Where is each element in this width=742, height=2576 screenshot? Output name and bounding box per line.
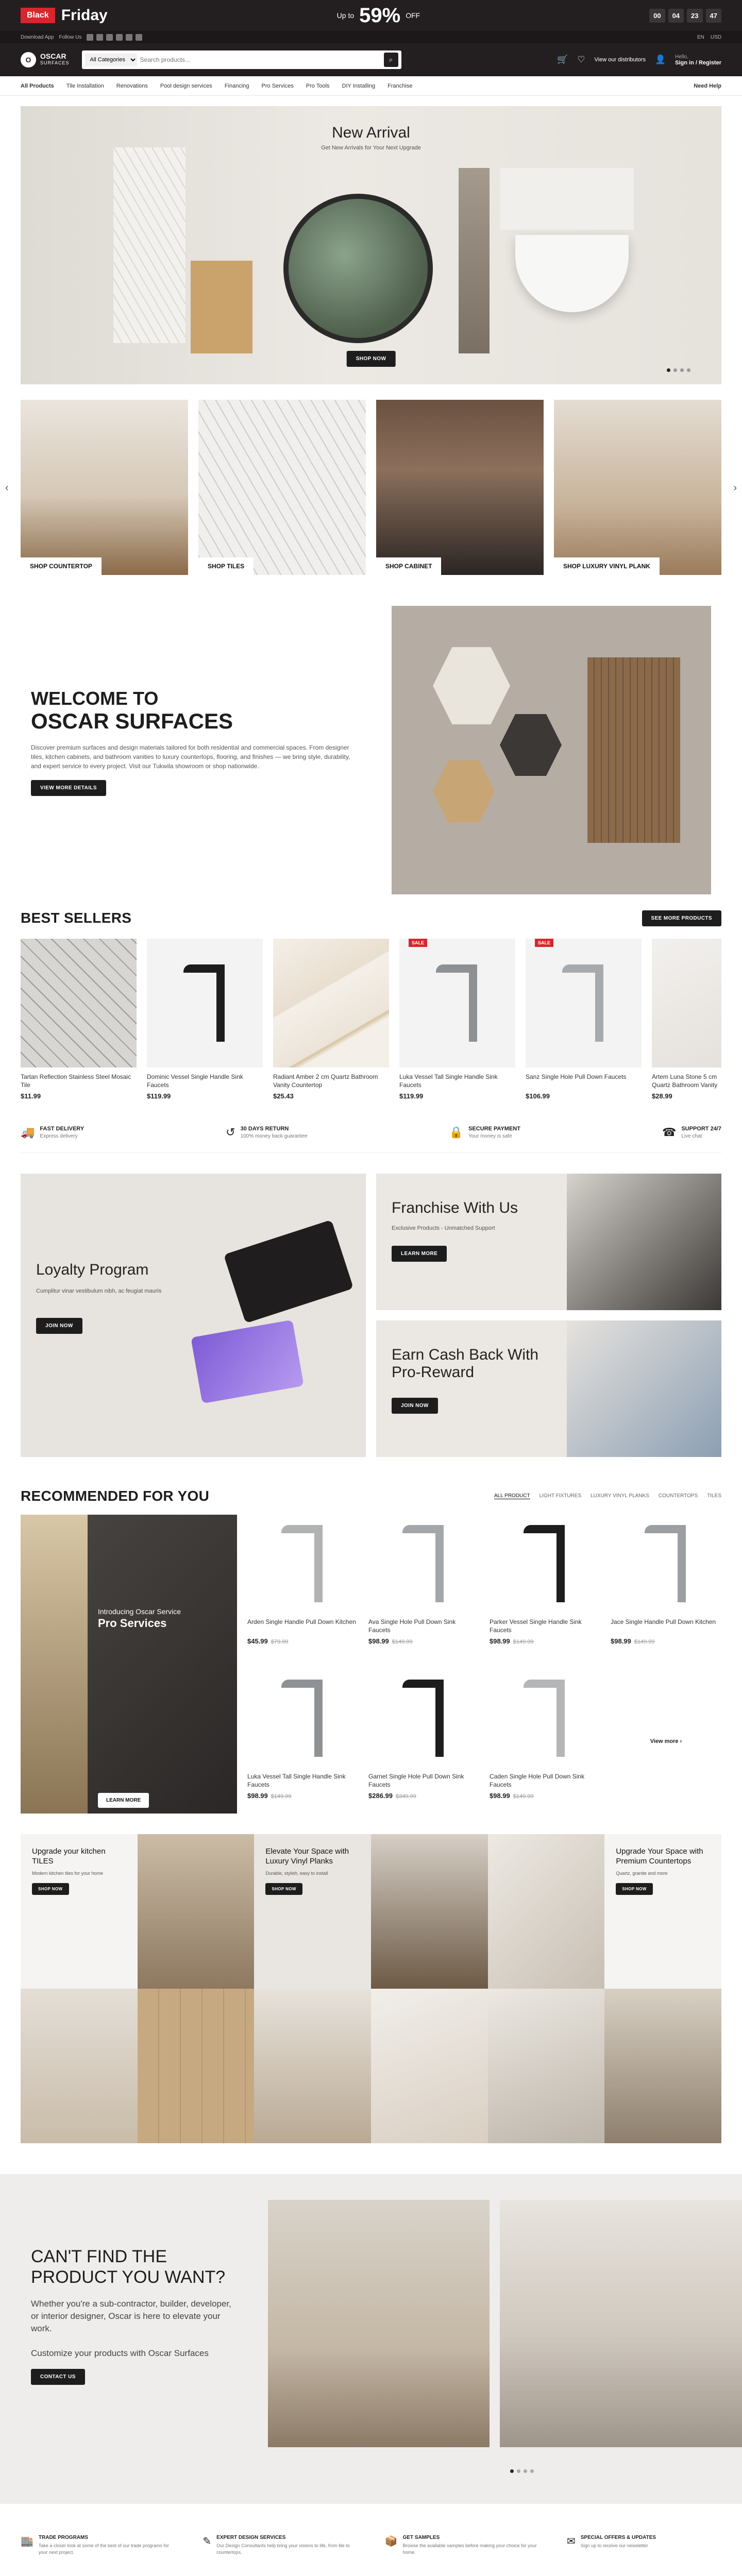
product-price: $98.99 $149.99 (247, 1792, 292, 1800)
promo-offer (337, 4, 420, 27)
product-name: Dominic Vessel Single Handle Sink Faucets (147, 1073, 243, 1089)
box-icon: 📦 (384, 2536, 398, 2547)
product-price: $45.99 $79.99 (247, 1637, 289, 1645)
tab-luxury-vinyl[interactable]: LUXURY VINYL PLANKS (591, 1493, 649, 1499)
promo-badge: Black (21, 8, 55, 23)
product-card[interactable] (611, 1515, 721, 1659)
timer-minutes: 23 (687, 9, 702, 23)
cant-find-text (31, 2246, 237, 2385)
cashback-card (376, 1320, 721, 1457)
service-title: EXPERT DESIGN SERVICES (216, 2535, 286, 2540)
welcome-paragraph: Discover premium surfaces and design materials tailored for both residential and commercial spaces. From designer tiles, kitchen cabinets, and bathroom vanities to luxury countertops, flooring, and finishes — we bring style, durability, and expert service to every project. Visit our Tukwila showroom or shop nationwide. (31, 744, 350, 770)
hero-marble-image (500, 168, 634, 230)
product-price: $119.99 (147, 1092, 171, 1100)
franchise-text: Exclusive Products - Unmatched Support (392, 1225, 495, 1231)
cart-icon[interactable]: 🛒 (557, 55, 568, 64)
category-card[interactable] (554, 400, 721, 575)
hero-dot[interactable] (673, 368, 677, 372)
promo-left (21, 7, 108, 24)
product-card[interactable] (652, 939, 721, 1100)
welcome-details-button[interactable]: VIEW MORE DETAILS (31, 780, 106, 796)
mosaic-tiles-text: Modern kitchen tiles for your home (32, 1871, 104, 1876)
product-image (21, 939, 137, 1067)
pro-services-small: Introducing Oscar Service (98, 1607, 181, 1616)
franchise-title: Franchise With Us (392, 1199, 518, 1216)
mosaic-counter-text: Quartz, granite and more (616, 1871, 668, 1876)
franchise-learn-button[interactable]: LEARN MORE (392, 1246, 447, 1262)
utility-bar (0, 31, 742, 43)
category-image (376, 400, 544, 575)
logo-text (40, 53, 70, 66)
search-input[interactable] (140, 56, 381, 63)
hero-gold-panel (191, 261, 252, 353)
logo-line2: SURFACES (40, 60, 70, 65)
product-price: $106.99 (526, 1092, 550, 1100)
product-name: Tartan Reflection Stainless Steel Mosaic Tile (21, 1073, 131, 1089)
hero-subtitle: Get New Arrivals for Your Next Upgrade (321, 145, 421, 151)
mosaic-image (604, 1989, 721, 2143)
mosaic-vinyl-text: Durable, stylish, easy to install (265, 1871, 328, 1876)
mosaic-image (488, 1989, 605, 2143)
loyalty-text: Cumplitur vinar vestibulum nibh, ac feugiat mauris (36, 1288, 162, 1294)
product-card[interactable] (21, 939, 137, 1100)
product-name: Luka Vessel Tall Single Handle Sink Faucets (247, 1773, 346, 1788)
tab-all-product[interactable]: ALL PRODUCT (494, 1493, 530, 1499)
service-title: GET SAMPLES (402, 2535, 440, 2540)
view-more-link[interactable]: View more › (650, 1738, 682, 1744)
service-item[interactable] (21, 2535, 175, 2556)
recommended-grid (247, 1515, 721, 1814)
mosaic-image (488, 1834, 605, 1989)
contact-us-button[interactable]: CONTACT US (31, 2369, 85, 2385)
product-name: Artem Luna Stone 5 cm Quartz Bathroom Vanity (652, 1073, 718, 1089)
category-label: SHOP TILES (198, 557, 254, 575)
phone-icon: ☎ (662, 1126, 677, 1139)
service-title: TRADE PROGRAMS (38, 2535, 89, 2540)
mosaic-image (371, 1834, 488, 1989)
product-name: Sanz Single Hole Pull Down Faucets (526, 1073, 627, 1080)
service-sub: Browse the available samples before making your choice for your home. (402, 2543, 537, 2555)
feature-sub: Your money is safe (468, 1133, 512, 1139)
feature-title: SECURE PAYMENT (468, 1126, 520, 1132)
user-icon[interactable]: 👤 (654, 55, 666, 64)
hero-pagination (667, 368, 690, 372)
language-select[interactable]: EN (697, 34, 704, 40)
franchise-card (376, 1174, 721, 1310)
chevron-left-icon[interactable]: ‹ (5, 482, 9, 494)
service-sub: Our Design Consultants help bring your visions to life, from tile to countertops. (216, 2543, 350, 2555)
product-card[interactable] (399, 939, 515, 1100)
feature-item (449, 1126, 520, 1139)
hero-shop-button[interactable]: SHOP NOW (347, 351, 396, 367)
promo-mosaic (21, 1834, 721, 2143)
hero-mirror-image (283, 194, 433, 343)
welcome-image (392, 606, 711, 894)
mail-icon: ✉ (566, 2536, 576, 2547)
cant-find-paragraph: Whether you're a sub-contractor, builder, developer, or interior designer, Oscar is here to elevate your work. (31, 2299, 231, 2333)
mosaic-image (254, 1989, 371, 2143)
product-card[interactable] (247, 1669, 358, 1814)
search-bar (82, 50, 401, 69)
product-price: $98.99 $149.99 (490, 1792, 534, 1800)
product-image (490, 1669, 600, 1767)
sale-badge: SALE (409, 939, 427, 947)
category-label: SHOP LUXURY VINYL PLANK (554, 557, 660, 575)
category-card[interactable] (198, 400, 366, 575)
logo-line1: OSCAR (40, 52, 66, 60)
tab-light-fixtures[interactable]: LIGHT FIXTURES (539, 1493, 582, 1499)
category-card[interactable] (21, 400, 188, 575)
mosaic-vinyl-promo (254, 1834, 371, 1989)
pro-services-banner (21, 1515, 237, 1814)
welcome-section (21, 606, 721, 894)
youtube-icon[interactable] (116, 34, 123, 41)
account-link[interactable] (675, 54, 721, 66)
linkedin-icon[interactable] (136, 34, 142, 41)
product-name: Jace Single Handle Pull Down Kitchen (611, 1618, 716, 1625)
cant-find-image-1 (268, 2200, 490, 2447)
loyalty-title: Loyalty Program (36, 1261, 149, 1278)
pencil-icon: ✎ (203, 2536, 212, 2547)
promo-cards-section (21, 1174, 721, 1457)
nav-item-diy[interactable]: DIY Installing (342, 82, 376, 89)
service-sub: Take a closer look at some of the best of our trade programs for your next project. (38, 2543, 170, 2555)
promo-off: OFF (406, 11, 420, 20)
nav-item-franchise[interactable]: Franchise (387, 82, 413, 89)
see-more-products-button[interactable]: SEE MORE PRODUCTS (642, 910, 721, 926)
welcome-line2: OSCAR SURFACES (31, 709, 233, 733)
slide-dot[interactable] (524, 2469, 527, 2473)
product-card[interactable] (147, 939, 263, 1100)
mosaic-image (371, 1989, 488, 2143)
service-sub: Sign up to receive our newsletter (580, 2543, 648, 2548)
product-name: Parker Vessel Single Handle Sink Faucets (490, 1618, 582, 1634)
product-card[interactable] (247, 1515, 358, 1659)
promo-bar (0, 0, 742, 31)
nav-item-pro-services[interactable]: Pro Services (261, 82, 294, 89)
social-icons (87, 34, 142, 41)
cashback-image (567, 1320, 721, 1457)
instagram-icon[interactable] (106, 34, 113, 41)
product-image (273, 939, 389, 1067)
facebook-icon[interactable] (87, 34, 93, 41)
timer-hours: 04 (668, 9, 684, 23)
product-card[interactable] (490, 1669, 600, 1814)
mosaic-counter-promo (604, 1834, 721, 1989)
need-help-link[interactable]: Need Help (694, 82, 721, 89)
product-card[interactable] (368, 1669, 479, 1814)
chevron-right-icon[interactable]: › (733, 482, 737, 494)
loyalty-join-button[interactable]: JOIN NOW (36, 1318, 82, 1334)
best-sellers-section (21, 910, 721, 1100)
pro-services-big: Pro Services (98, 1617, 167, 1630)
hero-dot[interactable] (667, 368, 670, 372)
welcome-line1: WELCOME TO (31, 688, 159, 709)
product-image (368, 1515, 479, 1613)
product-card[interactable] (273, 939, 389, 1100)
feature-title: FAST DELIVERY (40, 1126, 85, 1132)
tab-tiles[interactable]: TILES (707, 1493, 721, 1499)
feature-sub: 100% money back guarantee (240, 1133, 308, 1139)
sale-badge: SALE (535, 939, 553, 947)
recommended-section (21, 1488, 721, 1814)
main-nav (0, 76, 742, 96)
product-name: Caden Single Hole Pull Down Sink Faucets (490, 1773, 585, 1788)
nav-item-pro-tools[interactable]: Pro Tools (306, 82, 330, 89)
recommended-title: RECOMMENDED FOR YOU (21, 1488, 210, 1504)
service-item[interactable] (203, 2535, 357, 2556)
cashback-title-line1: Earn Cash Back With (392, 1346, 539, 1363)
slide-dot[interactable] (510, 2469, 514, 2473)
store-icon: 🏬 (21, 2536, 33, 2547)
product-price: $98.99 $149.99 (490, 1637, 534, 1645)
feature-title: 30 DAYS RETURN (240, 1126, 289, 1132)
mosaic-counter-title: Upgrade Your Space with Premium Countertops (616, 1847, 703, 1866)
slide-dot[interactable] (530, 2469, 534, 2473)
mosaic-image (138, 1834, 255, 1989)
site-header (0, 43, 742, 76)
hero-dot[interactable] (687, 368, 690, 372)
pinterest-icon[interactable] (126, 34, 132, 41)
utility-left (21, 34, 142, 41)
timer-days: 00 (649, 9, 665, 23)
feature-item (662, 1126, 721, 1139)
loyalty-card-image (224, 1219, 353, 1323)
product-price: $11.99 (21, 1092, 41, 1100)
service-item[interactable] (385, 2535, 539, 2556)
product-name: Garnet Single Hole Pull Down Sink Faucets (368, 1773, 464, 1788)
mosaic-counter-button[interactable]: SHOP NOW (616, 1883, 653, 1895)
category-label: SHOP CABINET (376, 557, 441, 575)
cashback-title (392, 1346, 538, 1381)
nav-item-pool-design[interactable]: Pool design services (160, 82, 212, 89)
lock-icon: 🔒 (449, 1126, 464, 1139)
product-image (247, 1669, 358, 1767)
utility-right (697, 35, 721, 40)
category-carousel (5, 400, 737, 575)
service-item[interactable] (567, 2535, 721, 2556)
category-image (554, 400, 721, 575)
recommended-tabs (494, 1493, 721, 1499)
download-app-link[interactable]: Download App (21, 34, 54, 40)
promo-percent: 59% (359, 4, 401, 27)
nav-item-financing[interactable]: Financing (224, 82, 249, 89)
product-image (611, 1515, 721, 1613)
hero-dot[interactable] (680, 368, 684, 372)
product-image (247, 1515, 358, 1613)
header-actions (557, 54, 721, 66)
promo-up-to: Up to (336, 11, 355, 20)
product-card[interactable] (526, 939, 642, 1100)
promo-right-column (376, 1174, 721, 1457)
product-name: Luka Vessel Tall Single Handle Sink Faucets (399, 1073, 498, 1089)
cant-find-section (0, 2174, 742, 2504)
mosaic-image (21, 1989, 138, 2143)
mosaic-vinyl-button[interactable]: SHOP NOW (265, 1883, 302, 1895)
mosaic-image (138, 1989, 255, 2143)
cant-find-customize: Customize your products with Oscar Surfaces (31, 2348, 209, 2358)
timer-seconds: 47 (706, 9, 721, 23)
cant-find-image-2 (500, 2200, 742, 2447)
mosaic-tiles-promo (21, 1834, 138, 1989)
product-image (147, 939, 263, 1067)
loyalty-card (21, 1174, 366, 1457)
logo-mark: O (21, 52, 36, 67)
twitter-icon[interactable] (96, 34, 103, 41)
product-price: $98.99 $149.99 (611, 1637, 655, 1645)
product-name: Arden Single Handle Pull Down Kitchen (247, 1618, 356, 1625)
product-image (490, 1515, 600, 1613)
pro-services-button[interactable]: LEARN MORE (98, 1793, 149, 1808)
cashback-join-button[interactable]: JOIN NOW (392, 1398, 438, 1414)
product-name: Radiant Amber 2 cm Quartz Bathroom Vanity Countertop (273, 1073, 378, 1089)
product-image (399, 939, 515, 1067)
currency-select[interactable]: USD (710, 34, 721, 40)
product-price: $119.99 (399, 1092, 424, 1100)
best-sellers-list (21, 939, 721, 1100)
hero-tile-image (113, 147, 185, 343)
nav-item-all-products[interactable]: All Products (21, 82, 54, 89)
account-top: Hello, (675, 54, 688, 60)
category-card[interactable] (376, 400, 544, 575)
return-icon: ↺ (226, 1126, 235, 1139)
services-strip (21, 2535, 721, 2556)
product-price: $25.43 (273, 1092, 294, 1100)
mosaic-tiles-button[interactable]: SHOP NOW (32, 1883, 69, 1895)
hero-basin-image (515, 235, 629, 312)
feature-title: SUPPORT 24/7 (681, 1126, 721, 1132)
product-name: Ava Single Hole Pull Down Sink Faucets (368, 1618, 456, 1634)
site-logo[interactable] (21, 52, 70, 67)
welcome-text (31, 688, 350, 796)
category-image (198, 400, 366, 575)
promo-title: Friday (61, 7, 108, 24)
category-image (21, 400, 188, 575)
service-title: SPECIAL OFFERS & UPDATES (580, 2535, 656, 2540)
product-card[interactable] (490, 1515, 600, 1659)
find-store-link[interactable]: View our distributors (594, 57, 646, 63)
nav-item-renovations[interactable]: Renovations (116, 82, 148, 89)
nav-item-tile-installation[interactable]: Tile Installation (66, 82, 104, 89)
hero-slab-image (459, 168, 490, 353)
wishlist-icon[interactable]: ♡ (577, 55, 585, 64)
cant-find-pagination (510, 2469, 534, 2473)
product-price: $28.99 (652, 1092, 672, 1100)
product-image (526, 939, 642, 1067)
tab-countertops[interactable]: COUNTERTOPS (658, 1493, 698, 1499)
feature-sub: Live chat (681, 1133, 702, 1139)
promo-timer (649, 9, 721, 23)
mosaic-tiles-title: Upgrade your kitchen TILES (32, 1847, 106, 1866)
cashback-title-line2: Pro-Reward (392, 1364, 475, 1381)
cant-find-title: CAN'T FIND THE PRODUCT YOU WANT? (31, 2247, 226, 2287)
account-bottom: Sign in / Register (675, 59, 721, 66)
product-price: $98.99 $149.99 (368, 1637, 413, 1645)
hero-banner (21, 106, 721, 384)
product-image (368, 1669, 479, 1767)
category-label: SHOP COUNTERTOP (21, 557, 102, 575)
loyalty-card-image-2 (191, 1320, 304, 1404)
best-sellers-title: BEST SELLERS (21, 910, 132, 926)
mosaic-vinyl-title: Elevate Your Space with Luxury Vinyl Planks (265, 1847, 349, 1866)
features-strip (21, 1126, 721, 1153)
feature-item (226, 1126, 308, 1139)
search-icon[interactable]: ⌕ (384, 53, 398, 67)
franchise-image (567, 1174, 721, 1310)
truck-icon: 🚚 (21, 1126, 35, 1139)
search-category-select[interactable] (85, 53, 137, 66)
feature-sub: Express delivery (40, 1133, 78, 1139)
product-card[interactable] (368, 1515, 479, 1659)
product-image (652, 939, 721, 1067)
slide-dot[interactable] (517, 2469, 520, 2473)
follow-label: Follow Us (59, 34, 82, 40)
product-price: $286.99 $349.99 (368, 1792, 416, 1800)
feature-item (21, 1126, 84, 1139)
hero-title: New Arrival (332, 124, 410, 141)
